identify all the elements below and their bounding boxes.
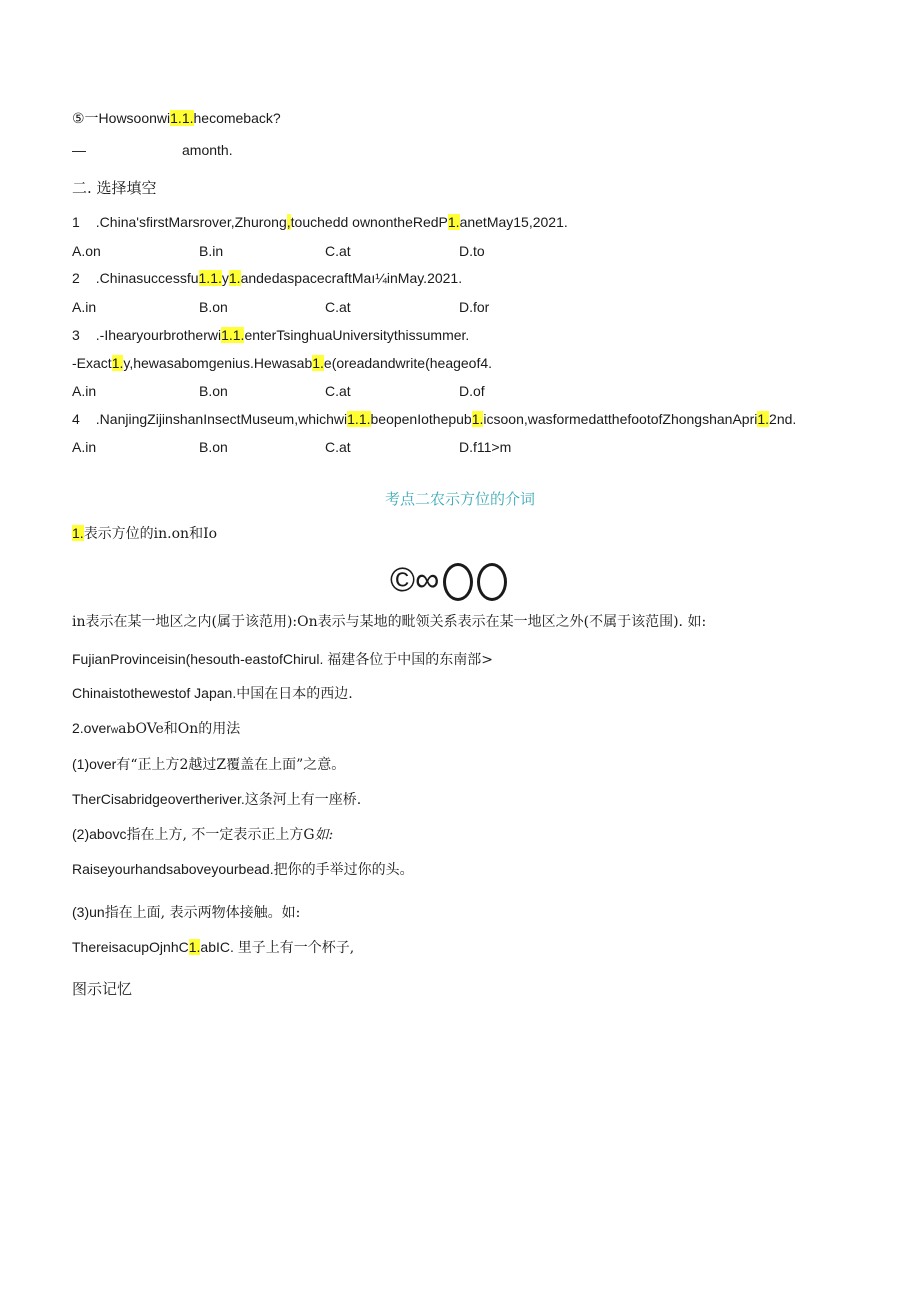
- highlight: 1.: [757, 411, 770, 427]
- symbol-row: [390, 560, 507, 601]
- rule-on: (3)un指在上面, 表示两物体接触。如:: [72, 904, 301, 921]
- highlight: 1.: [312, 355, 324, 371]
- option-c[interactable]: C.at: [325, 243, 351, 259]
- highlight: 1.: [228, 270, 241, 286]
- subheading-2: 2.overwabOVe和On的用法: [72, 720, 241, 737]
- circle-icon: [477, 563, 507, 601]
- example-3: TherCisabridgeovertheriver.这条河上有一座桥.: [72, 791, 362, 808]
- example-1: FujianProvinceisin(hesouth-eastofChirul. 福建各位于中国的东南部>: [72, 651, 493, 668]
- question-2: 2 .Chinasuccessfu1.1.y1.andedaspacecraftMaı¼inMay.2021.: [72, 270, 463, 286]
- copyright-circle-icon: ©: [390, 561, 416, 599]
- rule-over: (1)over有“正上方2越过Z覆盖在上面”之意。: [72, 756, 346, 773]
- highlight: 1.: [72, 525, 84, 541]
- option-a[interactable]: A.in: [72, 383, 97, 399]
- circle-icon: [443, 563, 473, 601]
- highlight: 1.1.: [198, 270, 222, 286]
- highlight: 1.1.: [347, 411, 371, 427]
- option-d[interactable]: D.for: [459, 299, 490, 315]
- example-5: ThereisacupOjnhC1.abIC. 里子上有一个杯子,: [72, 939, 355, 956]
- highlight: 1.: [471, 411, 484, 427]
- option-d[interactable]: D.of: [459, 383, 485, 399]
- option-d[interactable]: D.f11>m: [459, 439, 512, 455]
- infinity-icon: ∞: [415, 561, 440, 599]
- option-c[interactable]: C.at: [325, 299, 351, 315]
- highlight: 1.1.: [170, 110, 194, 126]
- option-b[interactable]: B.on: [199, 299, 228, 315]
- question-3: 3 .-Ihearyourbrotherwi1.1.enterTsinghuaUniversitythissummer.: [72, 327, 470, 343]
- option-d[interactable]: D.to: [459, 243, 485, 259]
- option-a[interactable]: A.in: [72, 299, 97, 315]
- q5-line-1: ⑤一Howsoonwi1.1.hecomeback?: [72, 110, 281, 126]
- highlight: 1.: [111, 355, 124, 371]
- section-title-kaodian-2: 考点二农示方位的介词: [384, 490, 535, 508]
- option-a[interactable]: A.on: [72, 243, 101, 259]
- highlight: 1.: [188, 939, 201, 955]
- question-3-line-2: -Exact1.y,hewasabomgenius.Hewasab1.e(oreadandwrite(heageof4.: [72, 355, 493, 371]
- option-c[interactable]: C.at: [325, 383, 351, 399]
- subheading-1: 1.表示方位的in.on和Io: [72, 525, 218, 542]
- highlight: 1.: [447, 214, 460, 230]
- option-b[interactable]: B.on: [199, 439, 228, 455]
- question-4: 4 .NanjingZijinshanInsectMuseum,whichwi1.1.beopenIothepub1.icsoon,wasformedatthefootofZhongshanApri1.2nd.: [72, 411, 797, 427]
- section-2-title: 二. 选择填空: [72, 179, 157, 197]
- diagram-memory-heading: 图示记忆: [72, 980, 133, 998]
- highlight: 1.1.: [221, 327, 245, 343]
- q5-line-2: — amonth.: [72, 142, 233, 158]
- option-b[interactable]: B.on: [199, 383, 228, 399]
- question-1: 1 .China'sfirstMarsrover,Zhurong,touchedd ownontheRedP1.anetMay15,2021.: [72, 214, 568, 230]
- option-b[interactable]: B.in: [199, 243, 224, 259]
- option-a[interactable]: A.in: [72, 439, 97, 455]
- para-in-on: in表示在某一地区之内(属于该范用):On表示与某地的毗领关系表示在某一地区之外(不属于该范围). 如:: [72, 614, 707, 630]
- example-2: Chinaistothewestof Japan.中国在日本的西边.: [72, 685, 353, 702]
- example-4: Raiseyourhandsaboveyourbead.把你的手举过你的头。: [72, 861, 414, 878]
- highlight: ,: [286, 214, 291, 230]
- rule-above: (2)abovc指在上方, 不一定表示正上方G如:: [72, 826, 334, 843]
- option-c[interactable]: C.at: [325, 439, 351, 455]
